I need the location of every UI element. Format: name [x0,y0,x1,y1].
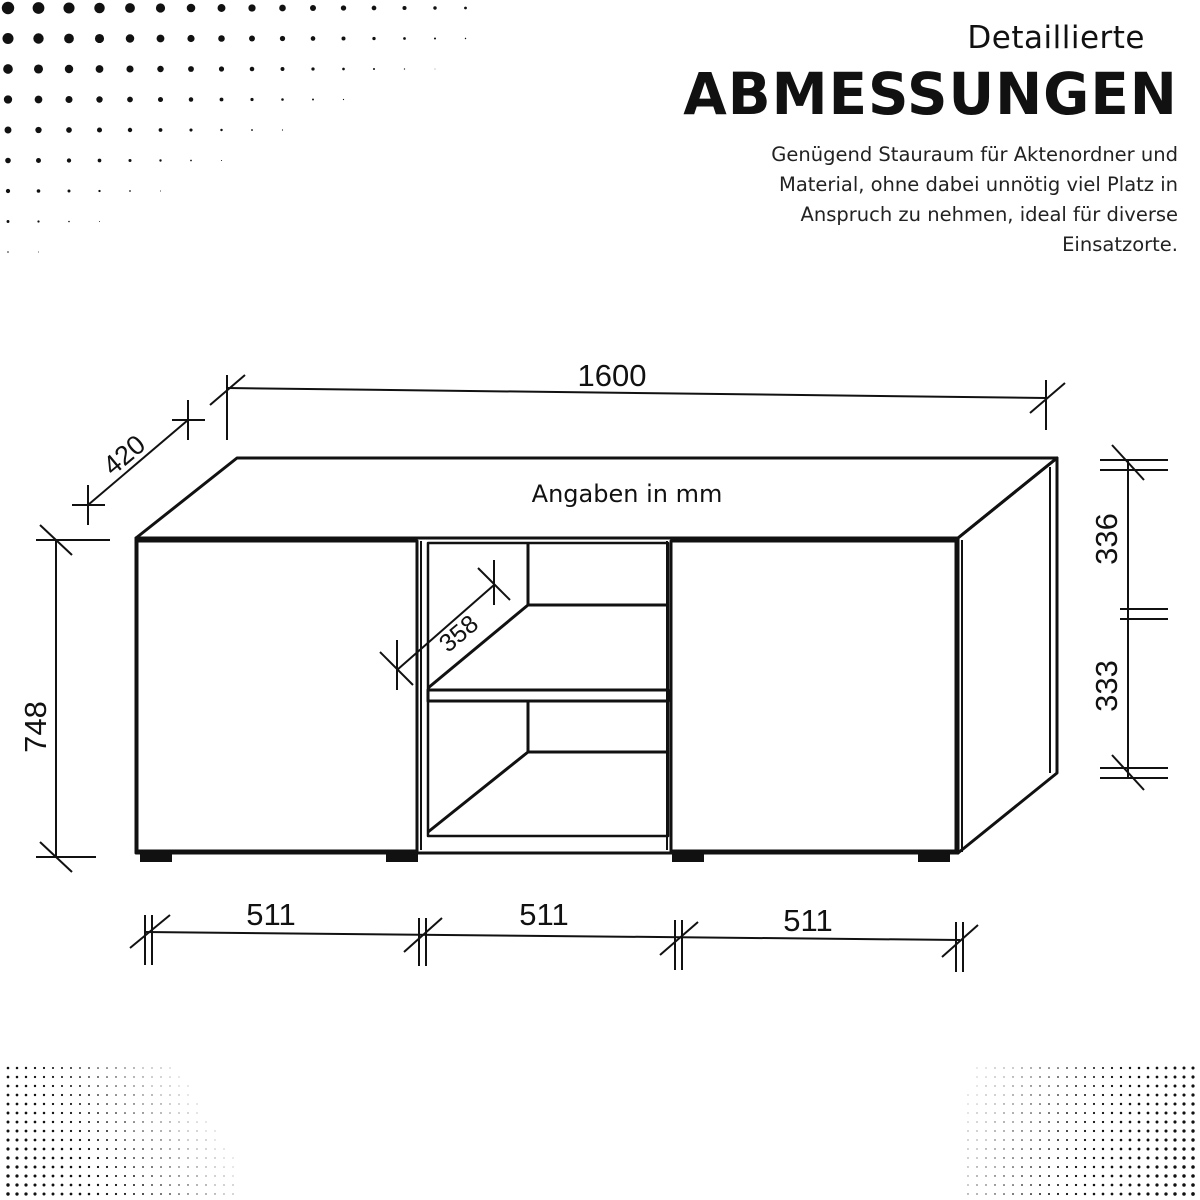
left-door [137,541,417,851]
depth-value: 420 [97,429,152,482]
header-subtitle: Detaillierte [967,20,1145,56]
description-line: Anspruch zu nehmen, ideal für diverse [800,203,1178,226]
compartment-height-dimension-line [1100,445,1168,790]
cabinet-front-frame [136,538,958,853]
width-value: 1600 [577,358,647,393]
units-note: Angaben in mm [531,480,723,508]
lower-compartment-value: 333 [1089,660,1124,712]
right-door [671,541,956,851]
height-value: 748 [18,701,53,753]
description-line: Material, ohne dabei unnötig viel Platz in [779,173,1178,196]
inner-depth-value: 358 [433,609,484,659]
upper-compartment-value: 336 [1089,513,1124,565]
cabinet-right-side-panel [958,458,1057,853]
open-compartment [428,543,668,836]
description-line: Genügend Stauraum für Aktenordner und [771,143,1178,166]
description-line: Einsatzorte. [1062,233,1178,256]
inner-depth-dimension-line [380,560,510,690]
page-title: ABMESSUNGEN [683,60,1178,128]
height-dimension-line [36,525,110,872]
middle-shelf [428,690,668,701]
section-middle-value: 511 [519,897,569,932]
section-right-value: 511 [783,903,833,938]
section-left-value: 511 [246,897,296,932]
